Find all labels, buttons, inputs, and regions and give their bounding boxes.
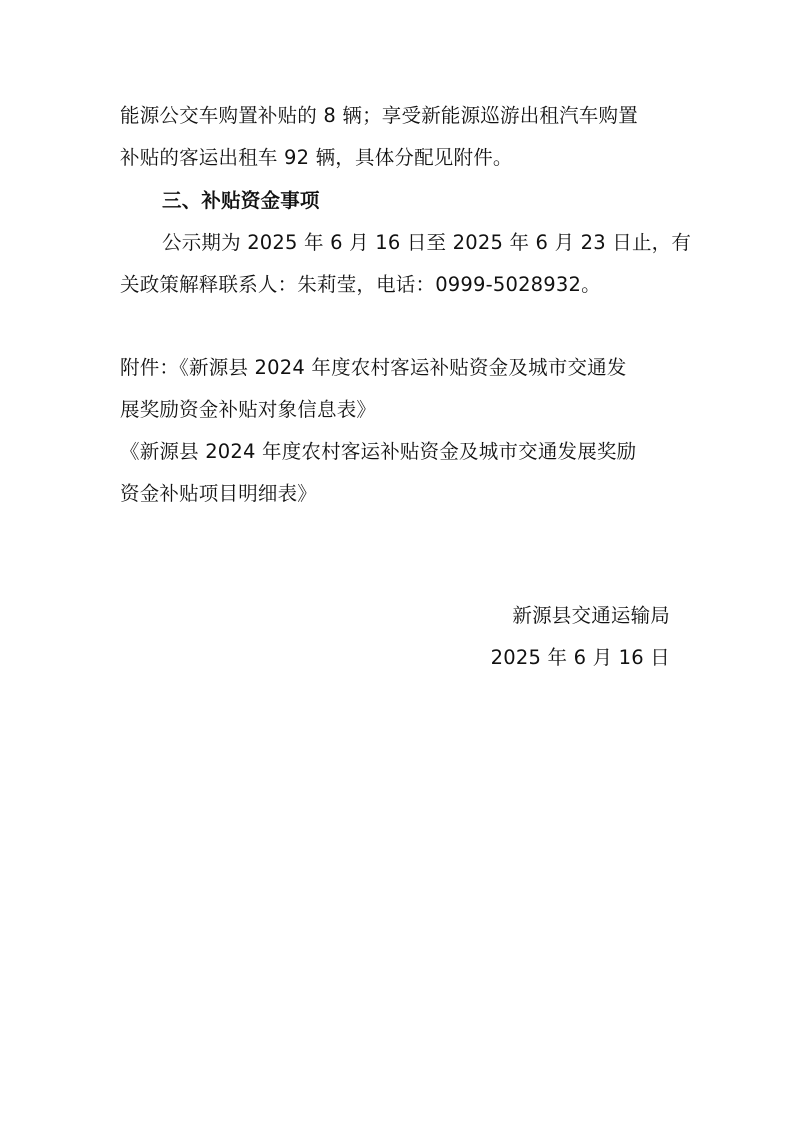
paragraph-2-line-2: 关政策解释联系人：朱莉莹，电话：0999-5028932。	[120, 273, 601, 296]
signature-organization: 新源县交通运输局	[512, 604, 670, 627]
attachment-2-line-2: 资金补贴项目明细表》	[120, 482, 318, 505]
signature-date: 2025 年 6 月 16 日	[490, 646, 670, 669]
attachment-1-line-1: 附件：《新源县 2024 年度农村客运补贴资金及城市交通发	[120, 356, 627, 379]
attachment-1-line-2: 展奖励资金补贴对象信息表》	[120, 398, 377, 421]
paragraph-1-line-2: 补贴的客运出租车 92 辆，具体分配见附件。	[120, 146, 513, 169]
paragraph-2-line-1: 公示期为 2025 年 6 月 16 日至 2025 年 6 月 23 日止，有	[162, 231, 692, 254]
attachment-2-line-1: 《新源县 2024 年度农村客运补贴资金及城市交通发展奖励	[120, 440, 637, 463]
paragraph-1-line-1: 能源公交车购置补贴的 8 辆；享受新能源巡游出租汽车购置	[120, 104, 638, 127]
section-3-heading: 三、补贴资金事项	[162, 189, 320, 212]
